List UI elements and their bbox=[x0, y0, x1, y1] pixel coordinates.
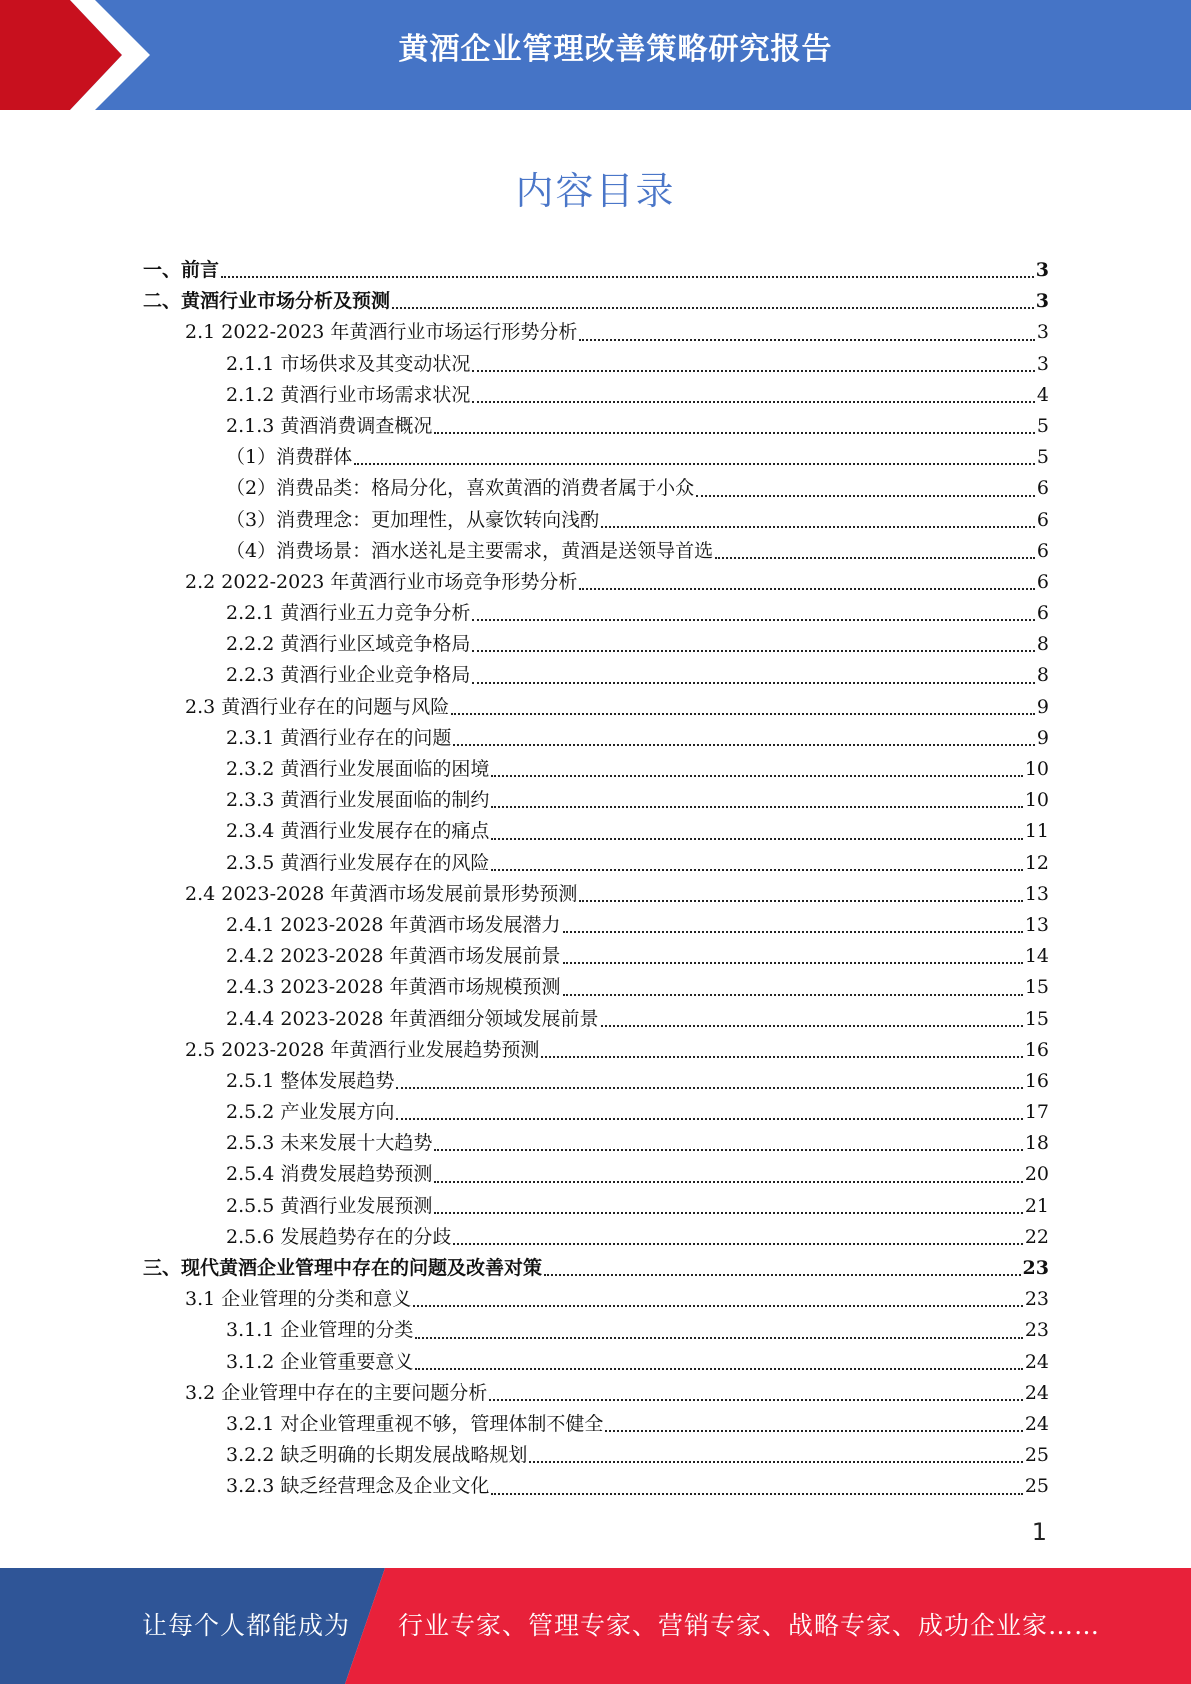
toc-entry-page: 6 bbox=[1036, 570, 1049, 593]
toc-entry[interactable] bbox=[143, 1315, 1049, 1346]
toc-entry-page: 5 bbox=[1036, 414, 1049, 437]
toc-entry-page: 15 bbox=[1024, 1007, 1049, 1030]
toc-dot-leader bbox=[434, 1212, 1022, 1214]
toc-entry-page: 10 bbox=[1024, 758, 1049, 780]
toc-entry-page: 14 bbox=[1024, 945, 1049, 968]
toc-dot-leader bbox=[396, 1087, 1022, 1089]
toc-entry[interactable] bbox=[143, 286, 1049, 317]
toc-dot-leader bbox=[396, 1118, 1022, 1120]
toc-entry[interactable] bbox=[143, 349, 1049, 380]
toc-entry-page: 3 bbox=[1035, 259, 1049, 281]
toc-entry-title: 2.4.2 2023-2028 年黄酒市场发展前景 bbox=[226, 945, 561, 968]
toc-entry-title: （1）消费群体 bbox=[226, 446, 353, 469]
toc-dot-leader bbox=[453, 744, 1035, 746]
toc-dot-leader bbox=[472, 682, 1035, 684]
toc-entry-page: 23 bbox=[1024, 1319, 1049, 1342]
toc-dot-leader bbox=[601, 526, 1035, 528]
toc-entry-title: 2.5.3 未来发展十大趋势 bbox=[226, 1132, 433, 1155]
toc-entry-page: 6 bbox=[1036, 508, 1049, 531]
toc-dot-leader bbox=[563, 962, 1023, 964]
toc-entry[interactable] bbox=[143, 1222, 1049, 1253]
toc-entry[interactable] bbox=[143, 411, 1049, 442]
toc-dot-leader bbox=[472, 650, 1035, 652]
toc-entry-title: 2.4.1 2023-2028 年黄酒市场发展潜力 bbox=[226, 913, 561, 936]
toc-entry[interactable] bbox=[143, 879, 1049, 910]
toc-entry[interactable] bbox=[143, 317, 1049, 348]
toc-dot-leader bbox=[392, 307, 1034, 309]
toc-entry[interactable] bbox=[143, 473, 1049, 504]
toc-entry-title: 2.4.4 2023-2028 年黄酒细分领域发展前景 bbox=[226, 1007, 599, 1030]
toc-entry[interactable] bbox=[143, 255, 1049, 286]
toc-entry[interactable] bbox=[143, 505, 1049, 536]
toc-entry[interactable] bbox=[143, 598, 1049, 629]
toc-entry-title: 3.1.2 企业管重要意义 bbox=[226, 1350, 414, 1373]
toc-entry-page: 21 bbox=[1024, 1194, 1049, 1217]
toc-entry-page: 10 bbox=[1024, 789, 1049, 812]
toc-entry-title: （2）消费品类：格局分化，喜欢黄酒的消费者属于小众 bbox=[226, 477, 695, 500]
toc-entry-page: 13 bbox=[1024, 882, 1049, 905]
toc-entry-page: 6 bbox=[1036, 477, 1049, 500]
toc-entry[interactable] bbox=[143, 1159, 1049, 1190]
toc-entry-page: 23 bbox=[1024, 1288, 1049, 1311]
toc-dot-leader bbox=[434, 432, 1035, 434]
toc-dot-leader bbox=[491, 869, 1022, 871]
report-title: 黄酒企业管理改善策略研究报告 bbox=[398, 32, 833, 67]
toc-dot-leader bbox=[715, 557, 1035, 559]
toc-dot-leader bbox=[453, 1243, 1022, 1245]
toc-entry[interactable] bbox=[143, 1409, 1049, 1440]
toc-entry-page: 3 bbox=[1036, 321, 1049, 344]
toc-entry-title: （3）消费理念：更加理性，从豪饮转向浅酌 bbox=[226, 508, 600, 531]
toc-entry-page: 24 bbox=[1024, 1350, 1049, 1373]
toc-entry-page: 16 bbox=[1024, 1038, 1049, 1061]
toc-dot-leader bbox=[415, 1368, 1022, 1370]
toc-dot-leader bbox=[605, 1430, 1022, 1432]
toc-dot-leader bbox=[491, 838, 1022, 840]
toc-dot-leader bbox=[434, 1181, 1022, 1183]
toc-entry[interactable] bbox=[143, 1004, 1049, 1035]
toc-dot-leader bbox=[544, 1274, 1021, 1276]
toc-entry-title: 2.1.3 黄酒消费调查概况 bbox=[226, 414, 433, 437]
toc-entry-page: 6 bbox=[1036, 602, 1049, 625]
toc-entry[interactable] bbox=[143, 941, 1049, 972]
toc-entry[interactable] bbox=[143, 1347, 1049, 1378]
report-footer bbox=[0, 1568, 1191, 1684]
toc-entry[interactable] bbox=[143, 536, 1049, 567]
toc-entry-title: 2.5.6 发展趋势存在的分歧 bbox=[226, 1225, 452, 1248]
toc-entry-title: 2.3.1 黄酒行业存在的问题 bbox=[226, 726, 452, 749]
toc-entry-title: 2.2.3 黄酒行业企业竞争格局 bbox=[226, 664, 471, 687]
toc-entry[interactable] bbox=[143, 629, 1049, 660]
toc-entry[interactable] bbox=[143, 785, 1049, 816]
toc-entry-page: 25 bbox=[1024, 1475, 1049, 1498]
toc-entry-page: 11 bbox=[1024, 820, 1049, 843]
toc-entry-title: 2.3.5 黄酒行业发展存在的风险 bbox=[226, 851, 490, 874]
toc-entry[interactable] bbox=[143, 1128, 1049, 1159]
toc-dot-leader bbox=[472, 401, 1035, 403]
toc-entry-page: 15 bbox=[1024, 976, 1049, 999]
toc-entry-page: 25 bbox=[1024, 1444, 1049, 1467]
toc-entry-page: 22 bbox=[1024, 1225, 1049, 1248]
toc-entry[interactable] bbox=[143, 1440, 1049, 1471]
table-of-contents bbox=[143, 255, 1049, 1503]
toc-entry-title: 2.5 2023-2028 年黄酒行业发展趋势预测 bbox=[185, 1038, 540, 1061]
toc-entry-page: 5 bbox=[1036, 446, 1049, 469]
toc-dot-leader bbox=[696, 495, 1035, 497]
toc-entry[interactable] bbox=[143, 442, 1049, 473]
toc-entry-title: 2.1 2022-2023 年黄酒行业市场运行形势分析 bbox=[185, 321, 578, 344]
toc-dot-leader bbox=[529, 1461, 1022, 1463]
toc-dot-leader bbox=[491, 806, 1022, 808]
toc-entry-title: 三、现代黄酒企业管理中存在的问题及改善对策 bbox=[143, 1257, 543, 1279]
toc-entry-title: 2.5.4 消费发展趋势预测 bbox=[226, 1163, 433, 1186]
toc-entry-page: 6 bbox=[1036, 539, 1049, 562]
toc-entry-title: 2.3.3 黄酒行业发展面临的制约 bbox=[226, 789, 490, 812]
report-header bbox=[0, 0, 1191, 110]
toc-entry[interactable] bbox=[143, 660, 1049, 691]
toc-dot-leader bbox=[579, 900, 1022, 902]
toc-entry-title: 3.1.1 企业管理的分类 bbox=[226, 1319, 414, 1342]
toc-dot-leader bbox=[221, 276, 1034, 278]
toc-entry-title: 3.2 企业管理中存在的主要问题分析 bbox=[185, 1381, 488, 1404]
footer-slogan-left: 让每个人都能成为 bbox=[142, 1611, 351, 1640]
toc-entry-title: 二、黄酒行业市场分析及预测 bbox=[143, 290, 391, 313]
toc-entry-title: 3.2.1 对企业管理重视不够，管理体制不健全 bbox=[226, 1412, 604, 1435]
footer-slogan-right: 行业专家、管理专家、营销专家、战略专家、成功企业家…… bbox=[398, 1611, 1101, 1640]
toc-entry[interactable] bbox=[143, 1191, 1049, 1222]
toc-entry-title: 2.5.1 整体发展趋势 bbox=[226, 1069, 395, 1092]
toc-entry[interactable] bbox=[143, 1378, 1049, 1409]
toc-entry-page: 24 bbox=[1024, 1412, 1049, 1435]
toc-entry-page: 8 bbox=[1036, 664, 1049, 687]
toc-entry-title: 2.5.5 黄酒行业发展预测 bbox=[226, 1194, 433, 1217]
page-number: 1 bbox=[1031, 1518, 1047, 1546]
toc-entry-page: 3 bbox=[1036, 352, 1049, 375]
toc-dot-leader bbox=[413, 1305, 1023, 1307]
toc-entry-title: 2.3 黄酒行业存在的问题与风险 bbox=[185, 695, 450, 718]
toc-entry[interactable] bbox=[143, 692, 1049, 723]
toc-dot-leader bbox=[491, 775, 1022, 777]
toc-entry-page: 12 bbox=[1024, 851, 1049, 874]
toc-dot-leader bbox=[579, 588, 1034, 590]
toc-entry[interactable] bbox=[143, 1253, 1049, 1284]
toc-entry[interactable] bbox=[143, 380, 1049, 411]
toc-entry-title: 2.2.1 黄酒行业五力竞争分析 bbox=[226, 602, 471, 625]
toc-entry[interactable] bbox=[143, 1097, 1049, 1128]
toc-entry[interactable] bbox=[143, 723, 1049, 754]
toc-entry-page: 17 bbox=[1024, 1101, 1049, 1124]
toc-entry-page: 24 bbox=[1024, 1381, 1049, 1404]
toc-dot-leader bbox=[472, 370, 1035, 372]
toc-entry-page: 9 bbox=[1036, 726, 1049, 749]
toc-entry-title: 2.3.2 黄酒行业发展面临的困境 bbox=[226, 758, 490, 780]
toc-entry[interactable] bbox=[143, 1284, 1049, 1315]
toc-dot-leader bbox=[472, 619, 1035, 621]
toc-entry[interactable] bbox=[143, 910, 1049, 941]
toc-entry-title: 3.2.2 缺乏明确的长期发展战略规划 bbox=[226, 1444, 528, 1467]
toc-entry-title: 2.5.2 产业发展方向 bbox=[226, 1101, 395, 1124]
toc-dot-leader bbox=[489, 1399, 1023, 1401]
toc-heading: 内容目录 bbox=[515, 169, 676, 213]
toc-dot-leader bbox=[434, 1149, 1022, 1151]
toc-dot-leader bbox=[491, 1493, 1022, 1495]
toc-entry-page: 23 bbox=[1022, 1257, 1049, 1279]
toc-entry[interactable] bbox=[143, 1035, 1049, 1066]
toc-entry[interactable] bbox=[143, 972, 1049, 1003]
toc-entry[interactable] bbox=[143, 1066, 1049, 1097]
toc-dot-leader bbox=[563, 994, 1023, 996]
toc-entry-page: 13 bbox=[1024, 913, 1049, 936]
toc-entry-page: 4 bbox=[1036, 383, 1049, 406]
toc-entry-title: 2.2 2022-2023 年黄酒行业市场竞争形势分析 bbox=[185, 570, 578, 593]
toc-entry-title: 2.4.3 2023-2028 年黄酒市场规模预测 bbox=[226, 976, 561, 999]
toc-entry[interactable] bbox=[143, 848, 1049, 879]
toc-entry-title: 一、前言 bbox=[143, 259, 220, 281]
toc-dot-leader bbox=[354, 463, 1035, 465]
toc-entry-page: 8 bbox=[1036, 633, 1049, 656]
toc-entry[interactable] bbox=[143, 567, 1049, 598]
toc-entry-page: 9 bbox=[1036, 695, 1049, 718]
toc-entry-page: 18 bbox=[1024, 1132, 1049, 1155]
toc-entry-title: （4）消费场景：酒水送礼是主要需求，黄酒是送领导首选 bbox=[226, 539, 714, 562]
toc-entry-title: 2.2.2 黄酒行业区域竞争格局 bbox=[226, 633, 471, 656]
toc-entry-title: 3.1 企业管理的分类和意义 bbox=[185, 1288, 412, 1311]
toc-entry-page: 16 bbox=[1024, 1069, 1049, 1092]
toc-entry-title: 2.3.4 黄酒行业发展存在的痛点 bbox=[226, 820, 490, 843]
toc-entry-page: 20 bbox=[1024, 1163, 1049, 1186]
toc-entry-page: 3 bbox=[1035, 290, 1049, 313]
toc-dot-leader bbox=[601, 1025, 1023, 1027]
toc-entry-title: 2.1.1 市场供求及其变动状况 bbox=[226, 352, 471, 375]
toc-entry[interactable] bbox=[143, 754, 1049, 785]
toc-entry-title: 2.1.2 黄酒行业市场需求状况 bbox=[226, 383, 471, 406]
toc-entry-title: 2.4 2023-2028 年黄酒市场发展前景形势预测 bbox=[185, 882, 578, 905]
toc-dot-leader bbox=[579, 339, 1034, 341]
toc-dot-leader bbox=[415, 1337, 1022, 1339]
toc-dot-leader bbox=[451, 713, 1035, 715]
toc-dot-leader bbox=[563, 931, 1023, 933]
toc-dot-leader bbox=[541, 1056, 1022, 1058]
toc-entry[interactable] bbox=[143, 816, 1049, 847]
toc-entry[interactable] bbox=[143, 1471, 1049, 1502]
toc-entry-title: 3.2.3 缺乏经营理念及企业文化 bbox=[226, 1475, 490, 1498]
